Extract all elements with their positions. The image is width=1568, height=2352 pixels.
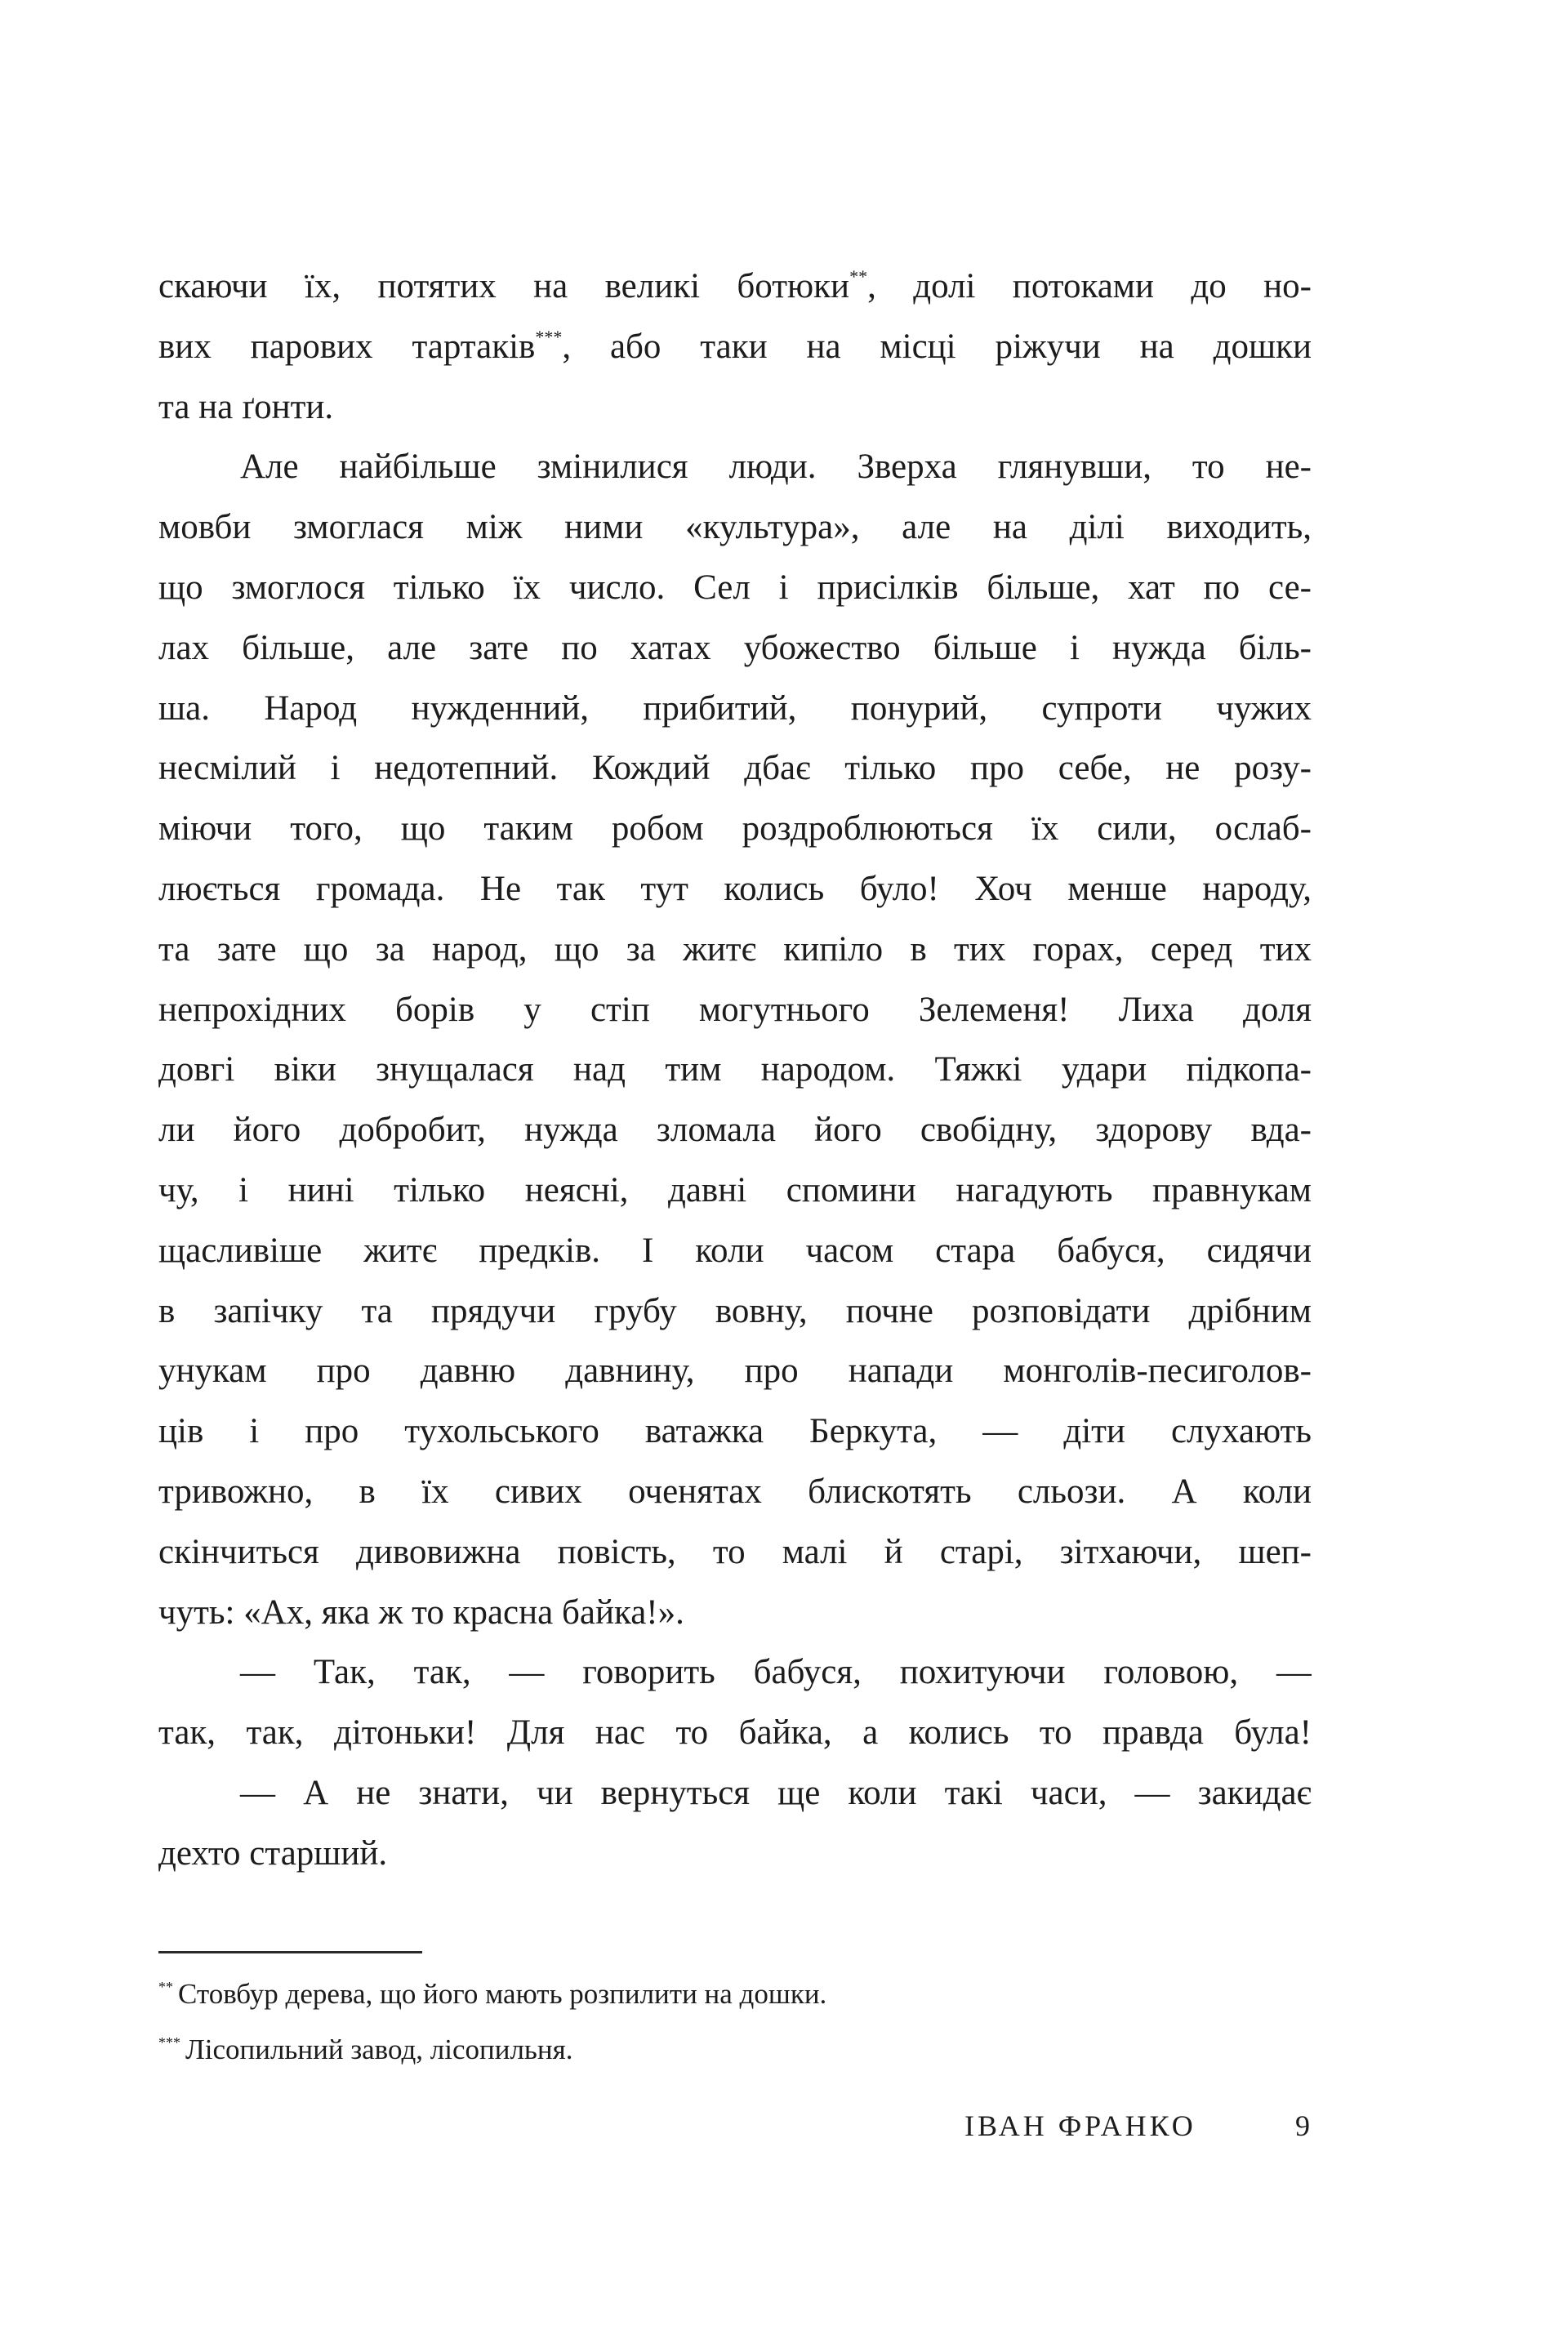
- text-line: [158, 1040, 1312, 1100]
- text-line: [158, 1462, 1312, 1522]
- text-line-content: так, так, дітоньки! Для нас то байка, а колись то правда була!: [158, 1713, 1312, 1753]
- text-line-content: тривожно, в їх сивих оченятах блискотять сльози. А коли: [158, 1472, 1312, 1511]
- text-line: [158, 1401, 1312, 1462]
- text-line-continuation: , долі потоками до но-: [867, 267, 1312, 305]
- text-line-content: що змоглося тілько їх число. Сел і присілків більше, хат по се-: [158, 568, 1312, 607]
- text-line-content: люється громада. Не так тут колись було! Хоч менше народу,: [158, 870, 1312, 908]
- text-line-content: лах більше, але зате по хатах убожество більше і нужда біль-: [158, 628, 1312, 667]
- text-line-content: в запічку та прядучи грубу вовну, почне розповідати дрібним: [158, 1291, 1312, 1330]
- text-line-content: — Так, так, — говорить бабуся, похитуючи головою, —: [240, 1653, 1312, 1692]
- text-line: [158, 437, 1312, 497]
- footnote-1: [158, 1967, 827, 2010]
- footnote-text: Лісопильний завод, лісопильня.: [185, 2034, 573, 2065]
- footnote-mark: ***: [158, 2034, 180, 2051]
- text-line: [158, 377, 1312, 438]
- text-line: [158, 618, 1312, 679]
- text-line: [158, 1281, 1312, 1342]
- text-line: [158, 679, 1312, 739]
- text-line-content: чу, і нині тілько неясні, давні спомини нагадують правнукам: [158, 1171, 1312, 1209]
- text-line-content: дехто старший.: [158, 1833, 388, 1873]
- text-line-content: ша. Народ нужденний, прибитий, понурий, супроти чужих: [158, 688, 1312, 728]
- text-line-content: щасливіше житє предків. І коли часом стара бабуся, сидячи: [158, 1231, 1312, 1270]
- text-line: [158, 256, 1312, 317]
- text-line-content: — А не знати, чи вернуться ще коли такі часи, — закидає: [240, 1774, 1312, 1812]
- text-line: [158, 1703, 1312, 1763]
- page-number: 9: [1295, 2109, 1310, 2142]
- text-line: [158, 1522, 1312, 1583]
- text-line: [158, 1583, 1312, 1643]
- text-line: [158, 1824, 1312, 1884]
- text-line-content: Але найбільше змінилися люди. Зверха глянувши, то не-: [240, 448, 1312, 487]
- text-line-content: унукам про давню давнину, про напади монголів-песиголов-: [158, 1352, 1312, 1391]
- text-line: [158, 1642, 1312, 1703]
- footnote-2: [158, 2022, 572, 2063]
- text-line: [158, 317, 1312, 377]
- text-line-content: та на ґонти.: [158, 387, 334, 426]
- text-line: [158, 1763, 1312, 1824]
- footnote-text: Стовбур дерева, що його мають розпилити на дошки.: [178, 1978, 827, 2010]
- text-line: [158, 920, 1312, 980]
- text-line: [158, 738, 1312, 799]
- text-line: [158, 1160, 1312, 1221]
- text-line-content: мовби змоглася між ними «культура», але на ділі виходить,: [158, 508, 1312, 547]
- text-line-content: довгі віки знущалася над тим народом. Тяжкі удари підкопа-: [158, 1050, 1312, 1089]
- text-line-content: ли його добробит, нужда зломала його свобідну, здорову вда-: [158, 1111, 1312, 1150]
- text-line: [158, 799, 1312, 859]
- text-line: [158, 558, 1312, 618]
- footnote-reference: **: [849, 266, 868, 287]
- text-line: [158, 1100, 1312, 1160]
- text-line: [158, 980, 1312, 1040]
- text-line: [158, 1221, 1312, 1281]
- text-line-content: несмілий і недотепний. Кождий дбає тілько про себе, не розу-: [158, 749, 1312, 788]
- text-line-continuation: , або таки на місці ріжучи на дошки: [562, 327, 1312, 366]
- footnote-reference: ***: [535, 326, 563, 347]
- text-line-content: скінчиться дивовижна повість, то малі й старі, зітхаючи, шеп-: [158, 1532, 1312, 1571]
- text-line: [158, 497, 1312, 558]
- running-footer-author: ІВАН ФРАНКО: [964, 2109, 1196, 2142]
- text-line: [158, 1341, 1312, 1401]
- text-line-content: скаючи їх, потятих на великі ботюки: [158, 267, 850, 305]
- text-line: [158, 859, 1312, 920]
- text-line-content: вих парових тартаків: [158, 327, 536, 366]
- footnote-separator: [158, 1951, 422, 1953]
- text-line-content: чуть: «Ах, яка ж то красна байка!».: [158, 1592, 684, 1632]
- text-line-content: непрохідних борів у стіп могутнього Зелеменя! Лиха доля: [158, 990, 1312, 1029]
- text-line-content: та зате що за народ, що за житє кипіло в тих горах, серед тих: [158, 929, 1312, 969]
- footnote-mark: **: [158, 1979, 173, 1995]
- text-line-content: ців і про тухольського ватажка Беркута, — діти слухають: [158, 1412, 1312, 1451]
- text-line-content: міючи того, що таким робом роздроблюються їх сили, ослаб-: [158, 809, 1312, 849]
